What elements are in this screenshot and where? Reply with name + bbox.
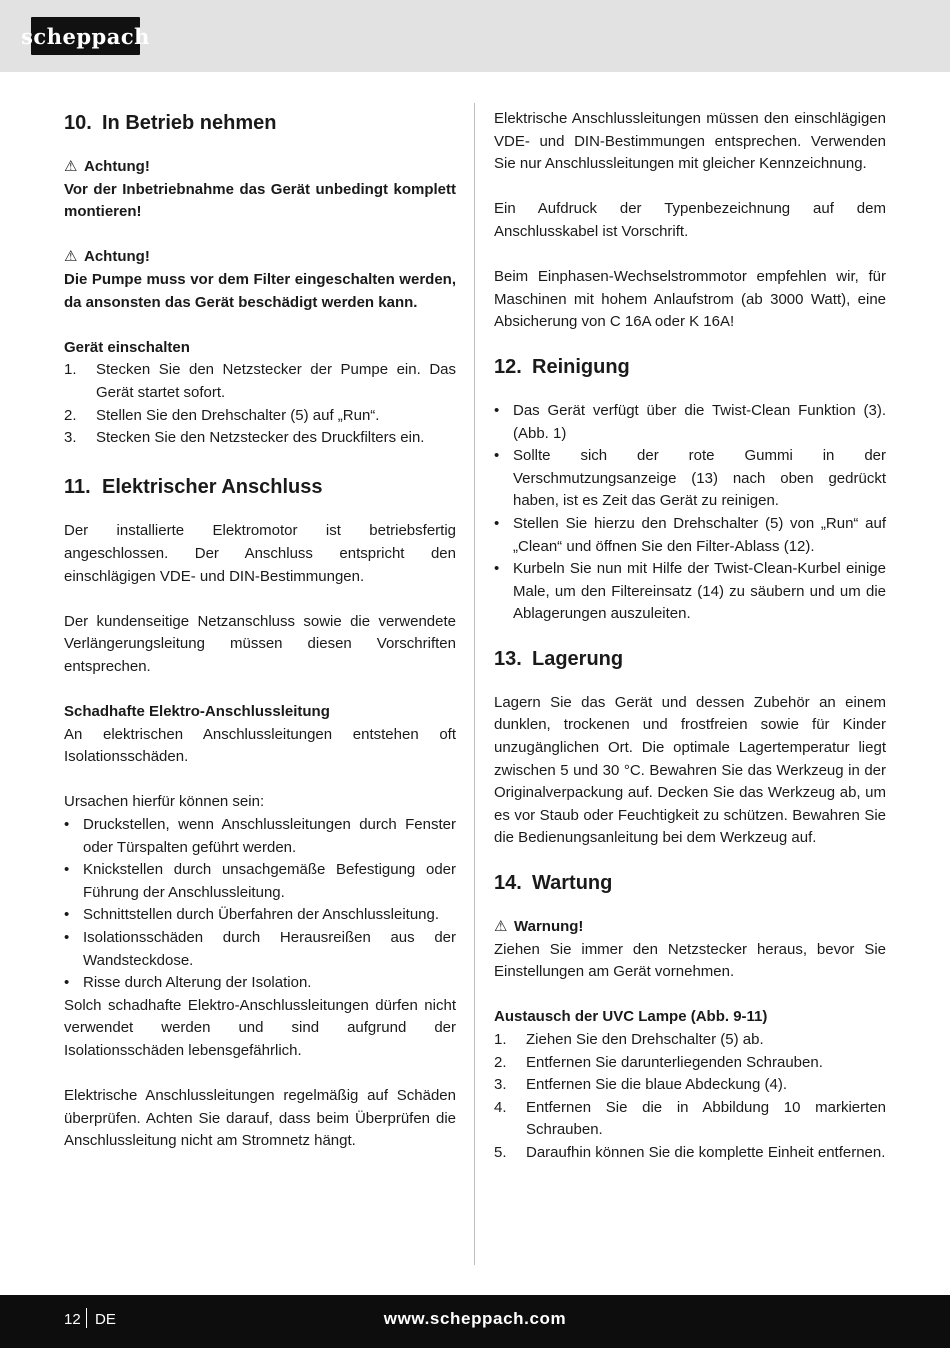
section-title: In Betrieb nehmen bbox=[102, 112, 277, 134]
paragraph: Ein Aufdruck der Typenbezeichnung auf dem Anschlusskabel ist Vorschrift. bbox=[494, 200, 886, 240]
warning-label: Achtung! bbox=[84, 248, 150, 266]
list-item: 3. Entfernen Sie die blaue Abdeckung (4). bbox=[494, 1076, 788, 1094]
list-item: • Schnittstellen durch Überfahren der Anschlussleitung. bbox=[64, 906, 440, 924]
language-code: DE bbox=[95, 1311, 116, 1328]
paragraph: Elektrische Anschlussleitungen müssen den einschlägigen VDE- und DIN-Bestimmungen entsprechen. Verwenden Sie nur Anschlussleitungen mit gleicher Kennzeichnung. bbox=[494, 110, 886, 173]
heading-section-13 bbox=[494, 646, 886, 672]
section-title: Elektrischer Anschluss bbox=[102, 476, 323, 499]
warning-text: Die Pumpe muss vor dem Filter eingeschalten werden, da ansonsten das Gerät beschädigt werden kann. bbox=[64, 270, 456, 311]
heading-section-10 bbox=[64, 110, 456, 136]
list-item: • Risse durch Alterung der Isolation. bbox=[64, 974, 312, 992]
switch-on-steps bbox=[64, 359, 456, 449]
list-item: 4. Entfernen Sie die in Abbildung 10 markierten Schrauben. bbox=[494, 1098, 886, 1139]
right-column bbox=[494, 108, 886, 1165]
paragraph: Der installierte Elektromotor ist betriebsfertig angeschlossen. Der Anschluss entspricht den einschlägigen VDE- und DIN-Bestimmungen. bbox=[64, 522, 456, 585]
list-item: • Das Gerät verfügt über die Twist-Clean Funktion (3). (Abb. 1) bbox=[494, 401, 886, 442]
paragraph: An elektrischen Anschlussleitungen entstehen oft Isolationsschäden. bbox=[64, 725, 456, 766]
warning-label: Warnung! bbox=[514, 918, 584, 936]
list-item: 2. Entfernen Sie darunterliegenden Schrauben. bbox=[494, 1053, 823, 1071]
subheading-switch-on: Gerät einschalten bbox=[64, 338, 190, 356]
list-item: • Isolationsschäden durch Herausreißen aus der Wandsteckdose. bbox=[64, 929, 456, 969]
paragraph: Ziehen Sie immer den Netzstecker heraus, bevor Sie Einstellungen am Gerät vornehmen. bbox=[494, 940, 886, 981]
footer-band bbox=[0, 1295, 950, 1348]
section-number: 14. bbox=[494, 872, 522, 895]
list-item: • Knickstellen durch unsachgemäße Befestigung oder Führung der Anschlussleitung. bbox=[64, 861, 456, 901]
heading-section-11 bbox=[64, 474, 456, 500]
list-item: 1. Stecken Sie den Netzstecker der Pumpe ein. Das Gerät startet sofort. bbox=[64, 361, 456, 401]
list-item: 1. Ziehen Sie den Drehschalter (5) ab. bbox=[494, 1031, 764, 1048]
list-item: • Kurbeln Sie nun mit Hilfe der Twist-Clean-Kurbel einige Male, um den Filtereinsatz (14) zu säubern und um die Ablagerungen auszuleiten. bbox=[494, 560, 886, 623]
paragraph: Lagern Sie das Gerät und dessen Zubehör an einem dunklen, trockenen und frostfreien sowie für Kinder unzugänglichen Ort. Die optimale Lagertemperatur liegt zwischen 5 und 30 °C. Bewahren Sie das Werkzeug in der Originalverpackung auf. Decken Sie das Werkzeug ab, um es vor Staub oder Feuchtigkeit zu schützen. Bewahren Sie die Bedienungsanleitung bei dem Werkzeug auf. bbox=[494, 693, 886, 847]
uvc-steps bbox=[494, 1029, 886, 1165]
section-title: Wartung bbox=[532, 872, 613, 895]
warning-notice bbox=[64, 156, 456, 179]
warning-notice bbox=[64, 246, 456, 269]
subheading-uvc-lamp: Austausch der UVC Lampe (Abb. 9-11) bbox=[494, 1008, 768, 1026]
section-number: 13. bbox=[494, 647, 522, 670]
section-number: 12. bbox=[494, 355, 522, 378]
warning-notice bbox=[494, 916, 886, 939]
list-item: 2. Stellen Sie den Drehschalter (5) auf „Run“. bbox=[64, 406, 380, 424]
list-item: • Sollte sich der rote Gummi in der Verschmutzungsanzeige (13) nach oben gedrückt haben, ist es Zeit das Gerät zu reinigen. bbox=[494, 447, 886, 510]
paragraph: Ursachen hierfür können sein: bbox=[64, 793, 265, 811]
header-band bbox=[0, 0, 950, 72]
page-number: 12 bbox=[64, 1311, 81, 1328]
paragraph: Der kundenseitige Netzanschluss sowie die verwendete Verlängerungsleitung müssen diesen Vorschriften entsprechen. bbox=[64, 612, 456, 675]
website-url: www.scheppach.com bbox=[383, 1309, 567, 1328]
list-item: • Druckstellen, wenn Anschlussleitungen durch Fenster oder Türspalten geführt werden. bbox=[64, 816, 456, 856]
paragraph: Elektrische Anschlussleitungen regelmäßig auf Schäden überprüfen. Achten Sie darauf, dass beim Überprüfen die Anschlussleitung nicht am Stromnetz hängt. bbox=[64, 1087, 456, 1150]
scheppach-logo: scheppach bbox=[31, 17, 140, 55]
heading-section-14 bbox=[494, 870, 886, 896]
subheading-damaged-cable: Schadhafte Elektro-Anschlussleitung bbox=[64, 703, 330, 721]
paragraph: Beim Einphasen-Wechselstrommotor empfehlen wir, für Maschinen mit hohem Anlaufstrom (ab 3000 Watt), eine Absicherung von C 16A oder K 16A! bbox=[494, 268, 886, 331]
warning-triangle-icon: ⚠ bbox=[64, 158, 78, 175]
paragraph: Solch schadhafte Elektro-Anschlussleitungen dürfen nicht verwendet werden und sind aufgrund der Isolationsschäden lebensgefährlich. bbox=[64, 996, 456, 1059]
warning-label: Achtung! bbox=[84, 158, 150, 175]
cleaning-list bbox=[494, 400, 886, 626]
warning-triangle-icon: ⚠ bbox=[64, 248, 78, 266]
heading-section-12 bbox=[494, 354, 886, 380]
warning-triangle-icon: ⚠ bbox=[494, 918, 508, 936]
section-number: 11. bbox=[64, 476, 91, 499]
left-column bbox=[64, 108, 456, 1153]
causes-list bbox=[64, 814, 456, 995]
warning-text: Vor der Inbetriebnahme das Gerät unbedingt komplett montieren! bbox=[64, 180, 456, 221]
column-divider bbox=[474, 103, 475, 1265]
list-item: 5. Daraufhin können Sie die komplette Einheit entfernen. bbox=[494, 1143, 886, 1161]
list-item: 3. Stecken Sie den Netzstecker des Druckfilters ein. bbox=[64, 429, 425, 447]
section-title: Lagerung bbox=[532, 647, 624, 670]
section-title: Reinigung bbox=[532, 355, 630, 378]
section-number: 10. bbox=[64, 112, 92, 134]
list-item: • Stellen Sie hierzu den Drehschalter (5) von „Run“ auf „Clean“ und öffnen Sie den Filter-Ablass (12). bbox=[494, 514, 886, 555]
